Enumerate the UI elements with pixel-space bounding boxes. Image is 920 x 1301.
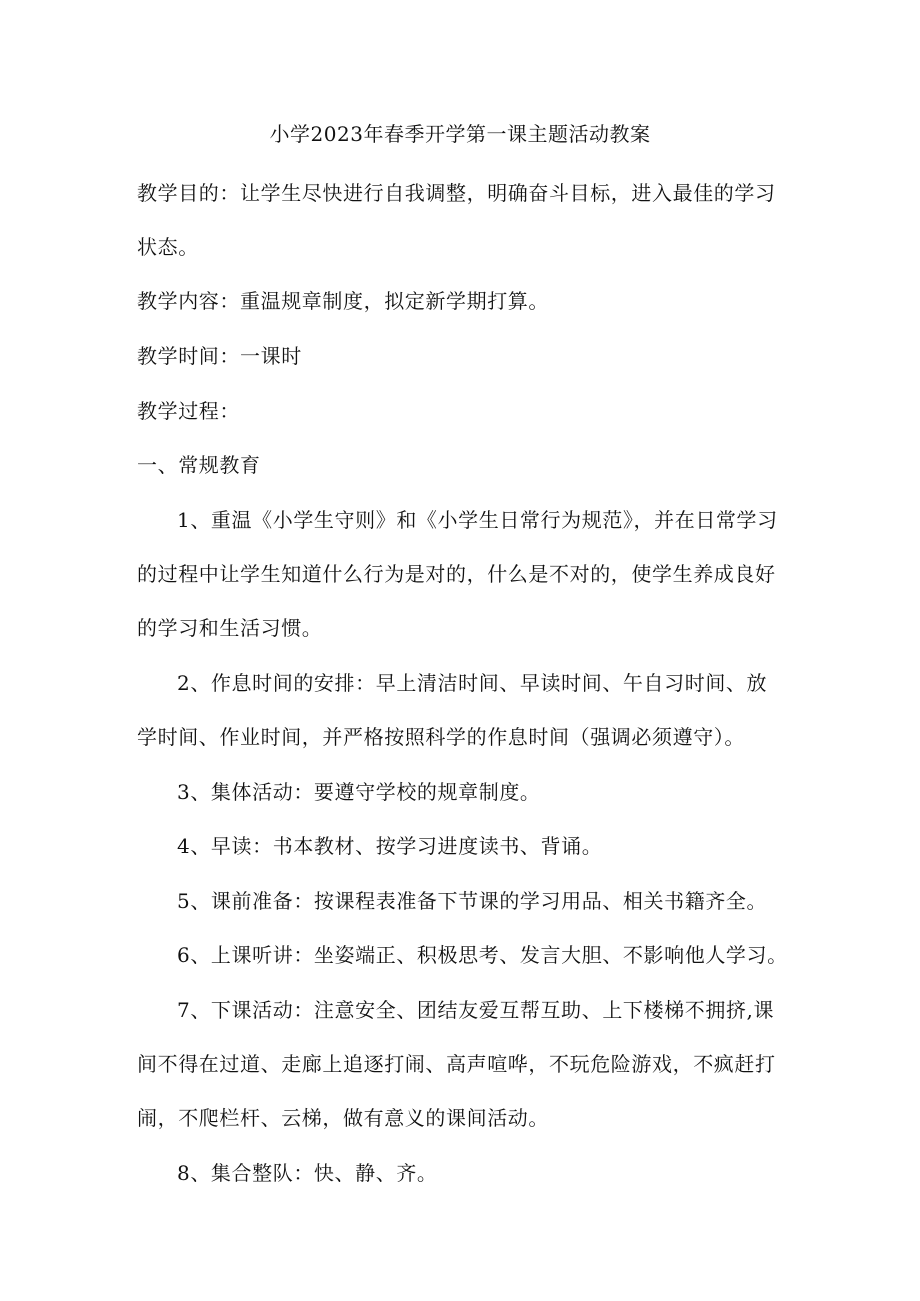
teaching-purpose: 教学目的：让学生尽快进行自我调整，明确奋斗目标，进入最佳的学习状态。 (137, 181, 776, 259)
teaching-content: 教学内容：重温规章制度，拟定新学期打算。 (137, 289, 549, 313)
teaching-time: 教学时间：一课时 (137, 344, 302, 368)
list-item: 2、作息时间的安排：早上清洁时间、早读时间、午自习时间、放学时间、作业时间，并严格按照科学的作息时间（强调必须遵守）。 (137, 671, 768, 749)
list-item: 5、课前准备：按课程表准备下节课的学习用品、相关书籍齐全。 (177, 889, 768, 913)
list-item: 1、重温《小学生守则》和《小学生日常行为规范》，并在日常学习的过程中让学生知道什么行为是对的，什么是不对的，使学生养成良好的学习和生活习惯。 (137, 508, 778, 640)
list-item: 4、早读：书本教材、按学习进度读书、背诵。 (177, 834, 603, 858)
document-title: 小学2023年春季开学第一课主题活动教案 (269, 122, 651, 146)
list-item: 3、集体活动：要遵守学校的规章制度。 (177, 780, 541, 804)
section-heading-routine-education: 一、常规教育 (137, 453, 261, 477)
list-item: 6、上课听讲：坐姿端正、积极思考、发言大胆、不影响他人学习。 (177, 943, 788, 967)
list-item: 8、集合整队：快、静、齐。 (177, 1161, 438, 1185)
teaching-process-heading: 教学过程： (137, 399, 240, 423)
list-item: 7、下课活动：注意安全、团结友爱互帮互助、上下楼梯不拥挤,课间不得在过道、走廊上追逐打闹、高声喧哗，不玩危险游戏，不疯赶打闹，不爬栏杆、云梯，做有意义的课间活动。 (137, 998, 776, 1130)
